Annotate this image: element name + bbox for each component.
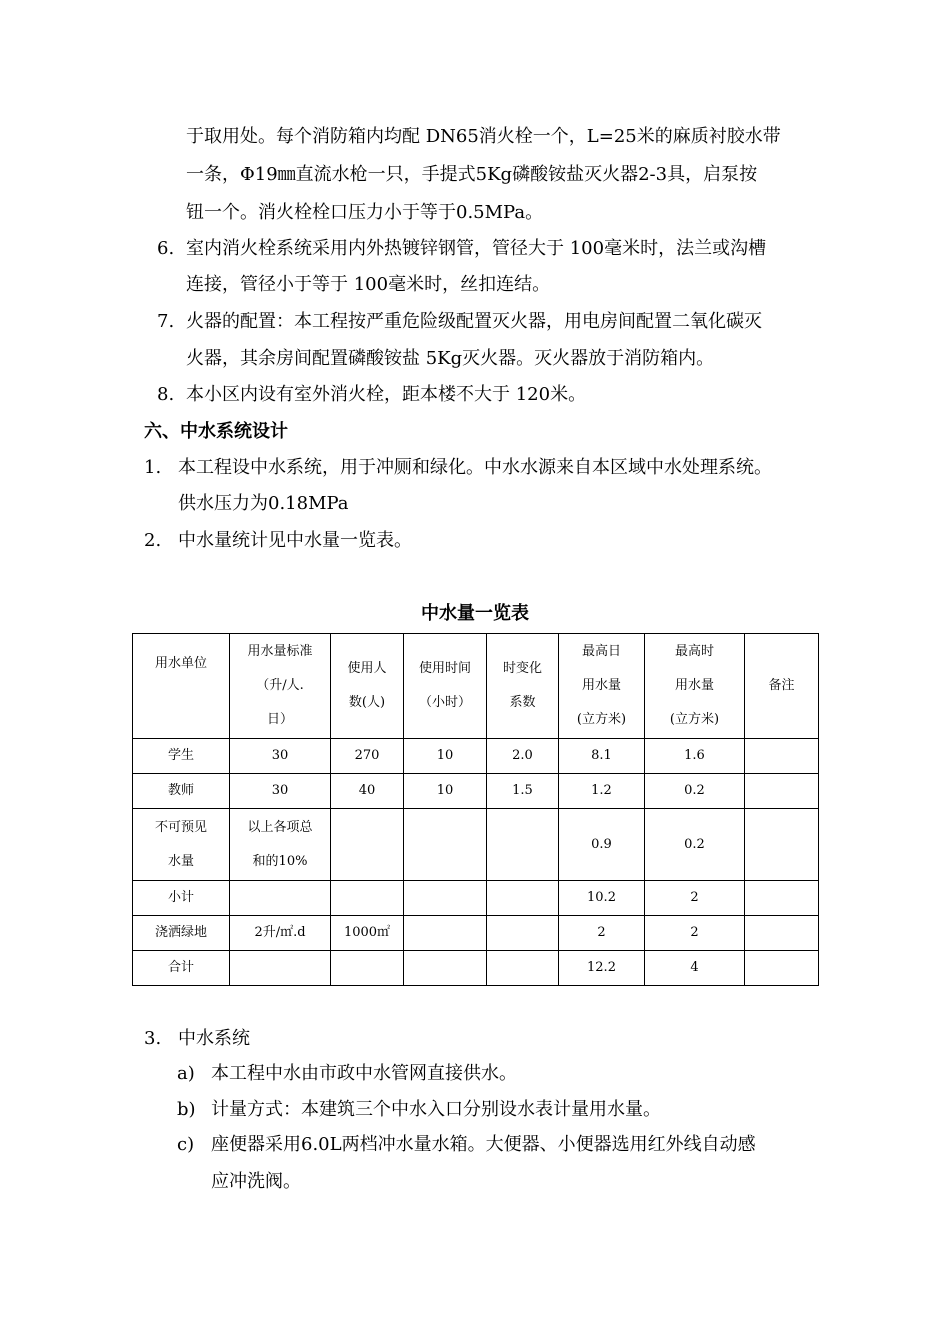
cell-coefficient: 1.5: [487, 774, 559, 809]
cell-max-day: 1.2: [559, 774, 645, 809]
cell-coefficient: [487, 916, 559, 951]
cell-unit: 合计: [133, 951, 230, 986]
sub-item-b-label: b): [177, 1099, 196, 1120]
cell-unit: 学生: [133, 739, 230, 774]
cell-unit: 不可预见 水量: [133, 809, 230, 881]
table-row: [133, 774, 819, 809]
cell-max-day: 2: [559, 916, 645, 951]
cell-remark: [745, 809, 819, 881]
cell-max-day: 10.2: [559, 881, 645, 916]
header-coefficient: 时变化 系数: [487, 634, 559, 739]
item-7-number: 7.: [157, 311, 175, 332]
sub-item-b-text: 计量方式：本建筑三个中水入口分别设水表计量用水量。: [211, 1099, 661, 1120]
cell-time: [404, 809, 487, 881]
cell-time: 10: [404, 774, 487, 809]
cell-coefficient: 2.0: [487, 739, 559, 774]
cell-max-hour: 4: [645, 951, 745, 986]
cell-standard: [230, 951, 331, 986]
cell-time: [404, 881, 487, 916]
cell-people: 270: [331, 739, 404, 774]
continuation-line-1: 于取用处。每个消防箱内均配 DN65消火栓一个，L=25米的麻质衬胶水带: [186, 126, 781, 147]
cell-remark: [745, 916, 819, 951]
continuation-line-3: 钮一个。消火栓栓口压力小于等于0.5MPa。: [186, 202, 544, 223]
sub-item-a-text: 本工程中水由市政中水管网直接供水。: [211, 1063, 517, 1084]
section-heading: 六、中水系统设计: [144, 421, 288, 442]
continuation-line-2: 一条，Φ19㎜直流水枪一只，手提式5Kg磷酸铵盐灭火器2-3具，启泵按: [186, 164, 758, 185]
cell-people: 40: [331, 774, 404, 809]
cell-max-day: 0.9: [559, 809, 645, 881]
cell-standard: 30: [230, 739, 331, 774]
header-max-hour: 最高时 用水量 (立方米): [645, 634, 745, 739]
cell-max-hour: 2: [645, 881, 745, 916]
cell-max-hour: 1.6: [645, 739, 745, 774]
cell-standard: [230, 881, 331, 916]
table-row-unforeseen: [133, 809, 819, 881]
cell-people: [331, 881, 404, 916]
sub-item-c-label: c): [177, 1134, 195, 1155]
cell-people: [331, 951, 404, 986]
item-7-line-1: 火器的配置：本工程按严重危险级配置灭火器，用电房间配置二氧化碳灭: [186, 311, 762, 332]
header-standard: 用水量标准 （升/人. 日）: [230, 634, 331, 739]
cell-coefficient: [487, 809, 559, 881]
cell-remark: [745, 774, 819, 809]
cell-remark: [745, 739, 819, 774]
item-8-number: 8.: [157, 384, 175, 405]
cell-time: [404, 951, 487, 986]
section-item-1-line-1: 本工程设中水系统，用于冲厕和绿化。中水水源来自本区域中水处理系统。: [178, 457, 772, 478]
cell-standard: 以上各项总 和的10%: [230, 809, 331, 881]
cell-unit: 教师: [133, 774, 230, 809]
cell-coefficient: [487, 951, 559, 986]
header-max-day: 最高日 用水量 (立方米): [559, 634, 645, 739]
water-quantity-table: [132, 633, 819, 986]
table-row-greening: [133, 916, 819, 951]
cell-remark: [745, 881, 819, 916]
item-6-line-1: 室内消火栓系统采用内外热镀锌钢管，管径大于 100毫米时，法兰或沟槽: [186, 238, 767, 259]
sub-item-c-line-2: 应冲洗阀。: [211, 1171, 301, 1192]
header-remark: 备注: [745, 634, 819, 739]
header-time: 使用时间 （小时）: [404, 634, 487, 739]
table-row: [133, 739, 819, 774]
cell-max-day: 8.1: [559, 739, 645, 774]
cell-time: [404, 916, 487, 951]
table-row-total: [133, 951, 819, 986]
sub-item-a-label: a): [177, 1063, 195, 1084]
cell-people: 1000㎡: [331, 916, 404, 951]
cell-unit: 小计: [133, 881, 230, 916]
item-7-line-2: 火器，其余房间配置磷酸铵盐 5Kg灭火器。灭火器放于消防箱内。: [186, 348, 715, 369]
table-header-row: [133, 634, 819, 739]
table-row-subtotal: [133, 881, 819, 916]
section-item-2-number: 2.: [144, 530, 162, 551]
section-item-1-line-2: 供水压力为0.18MPa: [178, 493, 349, 514]
table-title: 中水量一览表: [421, 603, 529, 624]
cell-max-hour: 2: [645, 916, 745, 951]
cell-people: [331, 809, 404, 881]
item-8-line-1: 本小区内设有室外消火栓，距本楼不大于 120米。: [186, 384, 587, 405]
header-people: 使用人 数(人): [331, 634, 404, 739]
cell-max-hour: 0.2: [645, 809, 745, 881]
cell-max-hour: 0.2: [645, 774, 745, 809]
section-item-3-line-1: 中水系统: [178, 1028, 250, 1049]
sub-item-c-line-1: 座便器采用6.0L两档冲水量水箱。大便器、小便器选用红外线自动感: [211, 1134, 756, 1155]
cell-remark: [745, 951, 819, 986]
item-6-line-2: 连接，管径小于等于 100毫米时，丝扣连结。: [186, 274, 551, 295]
cell-standard: 2升/㎡.d: [230, 916, 331, 951]
section-item-2-line-1: 中水量统计见中水量一览表。: [178, 530, 412, 551]
cell-standard: 30: [230, 774, 331, 809]
cell-max-day: 12.2: [559, 951, 645, 986]
item-6-number: 6.: [157, 238, 175, 259]
header-unit: 用水单位: [133, 634, 230, 739]
cell-time: 10: [404, 739, 487, 774]
section-item-1-number: 1.: [144, 457, 162, 478]
section-item-3-number: 3.: [144, 1028, 162, 1049]
cell-coefficient: [487, 881, 559, 916]
cell-unit: 浇洒绿地: [133, 916, 230, 951]
